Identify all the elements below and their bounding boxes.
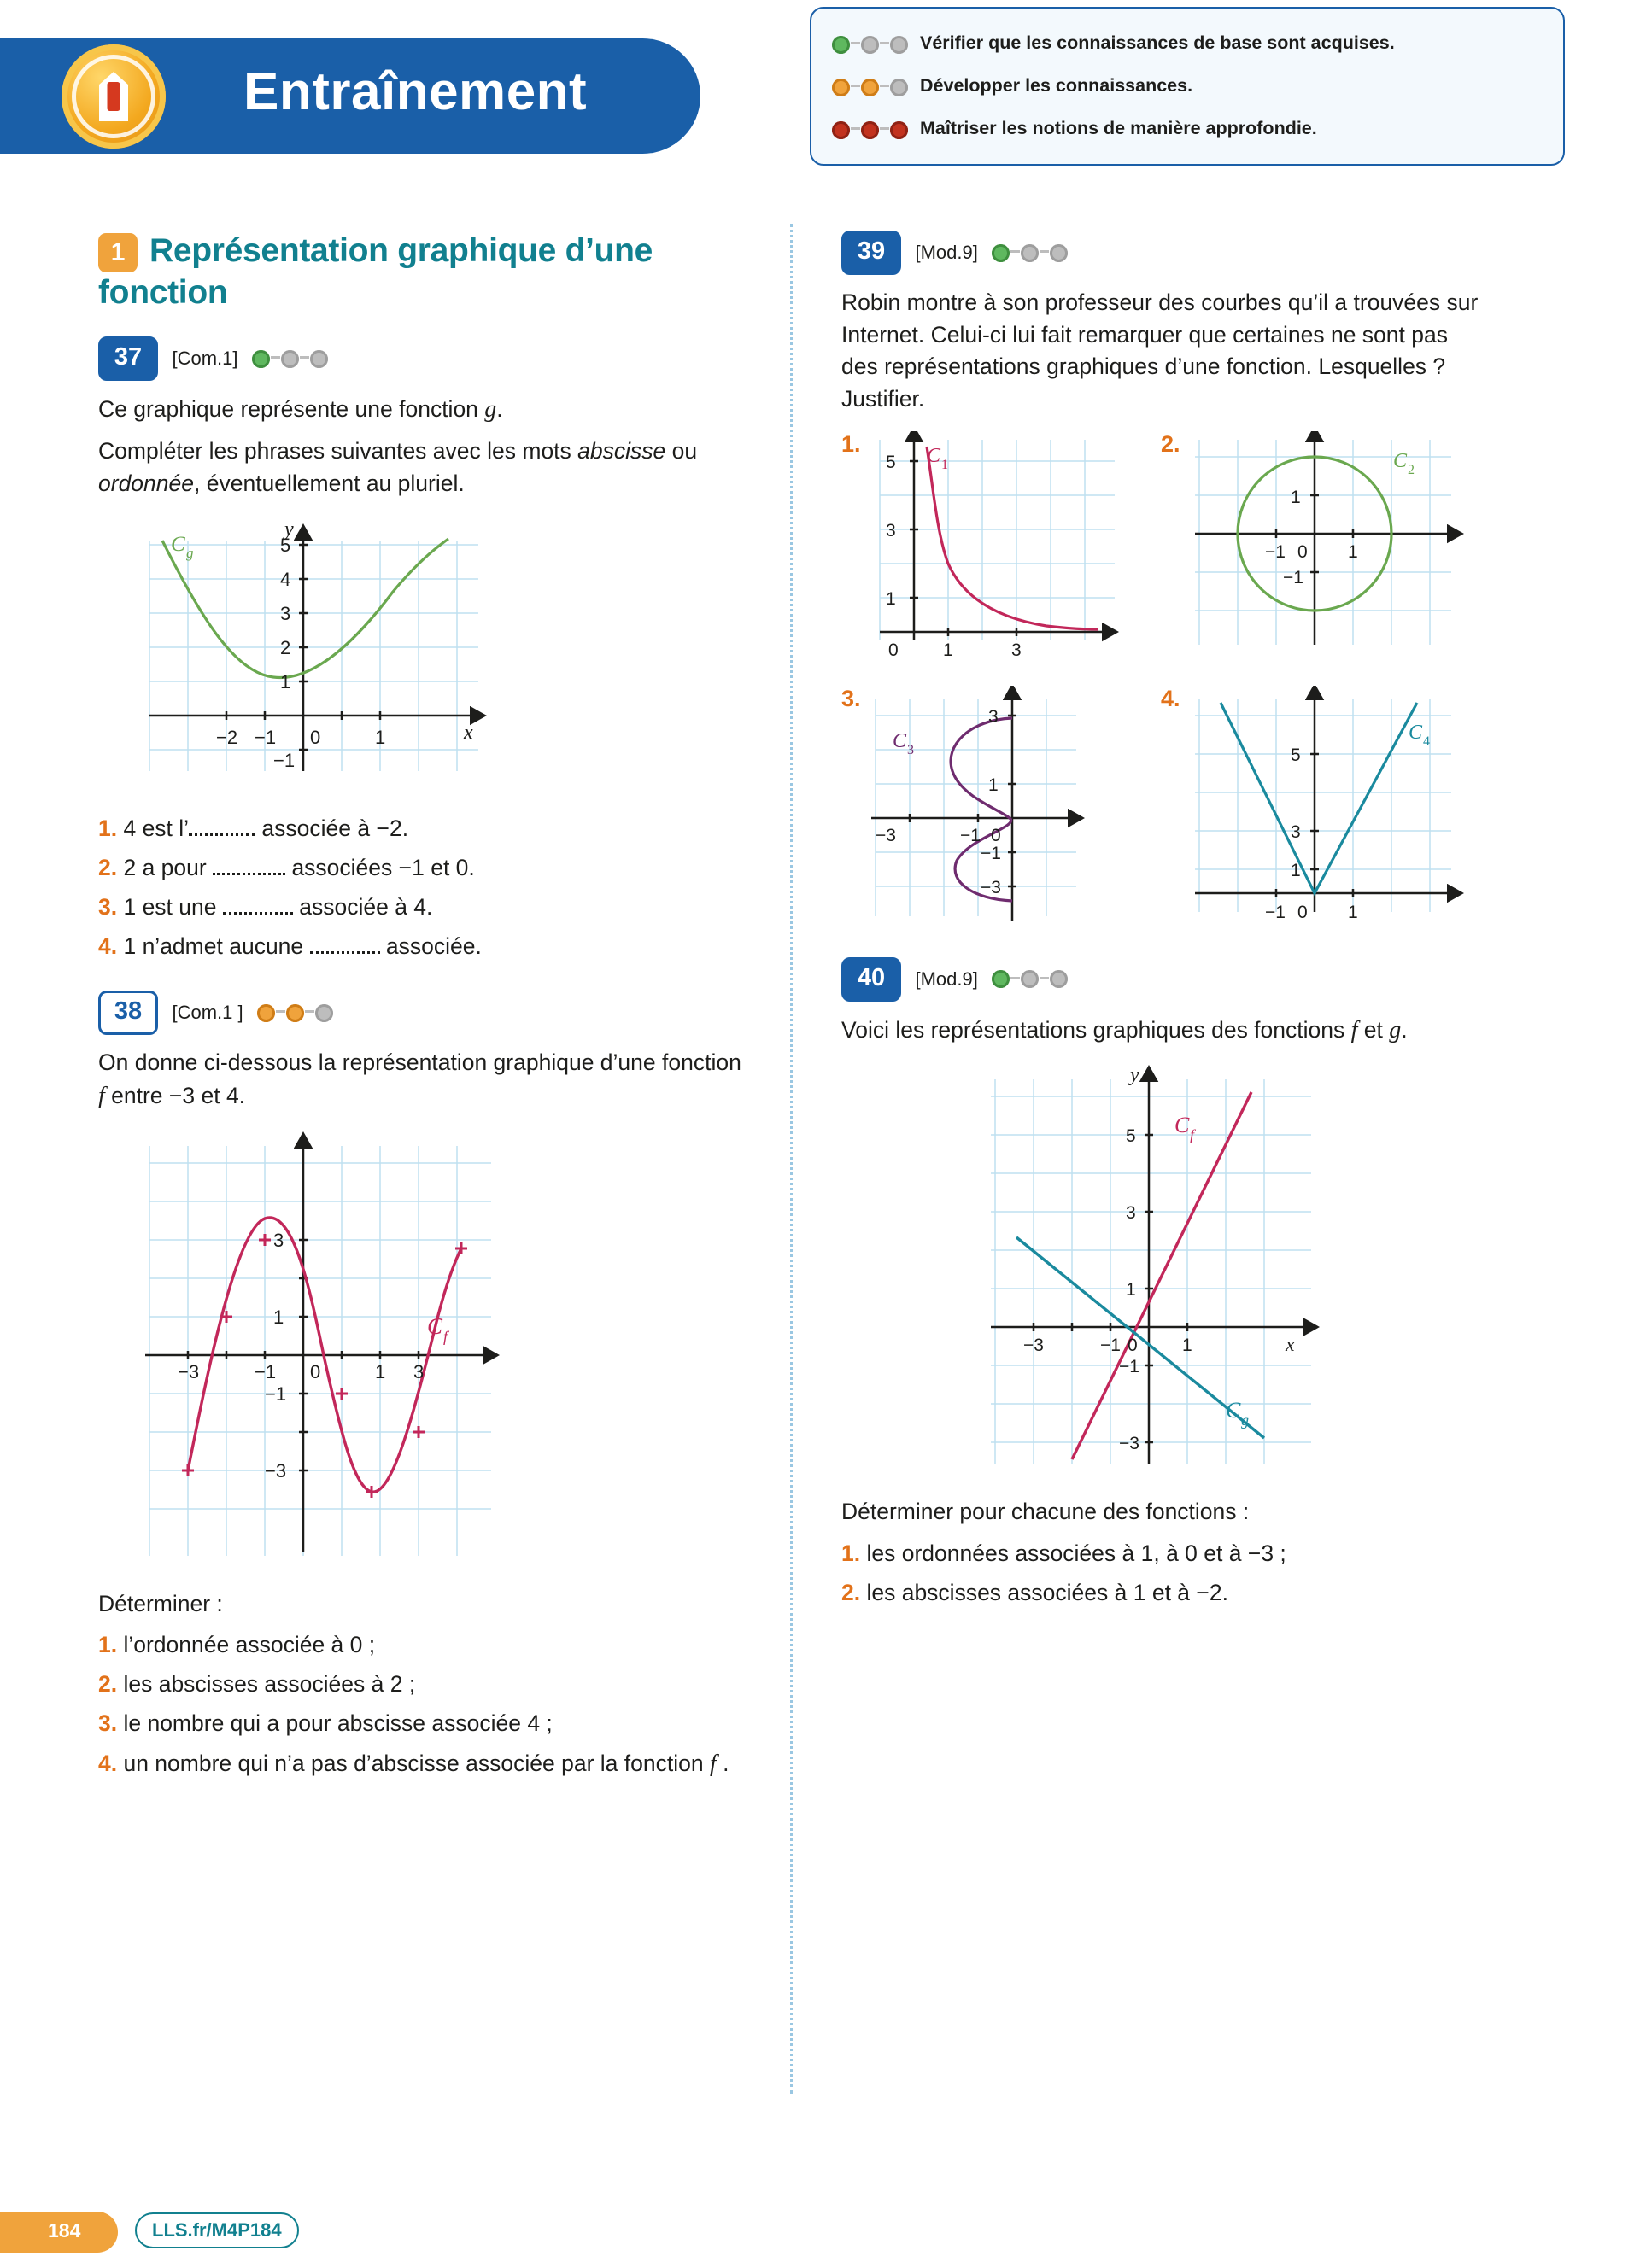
exercise-38-intro: On donne ci-dessous la représentation graphique d’une fonction f entre −3 et 4. [98, 1049, 741, 1109]
exercise-39-figure-1-label: 1. [841, 430, 861, 457]
svg-text:C: C [171, 533, 185, 557]
exercise-37-dots [252, 350, 328, 368]
exercise-39-figure-4-label: 4. [1161, 685, 1180, 711]
exercise-40-header [841, 957, 1491, 1002]
resource-code[interactable]: LLS.fr/M4P184 [135, 2212, 299, 2248]
exercise-39-figure-4 [1161, 686, 1477, 942]
svg-text:−1: −1 [1265, 902, 1286, 922]
svg-text:3: 3 [280, 603, 291, 625]
svg-text:1: 1 [1291, 487, 1301, 507]
svg-text:y: y [284, 518, 294, 541]
svg-text:0: 0 [310, 1360, 321, 1382]
svg-text:f: f [443, 1327, 448, 1345]
svg-text:C: C [1226, 1398, 1241, 1423]
svg-text:f: f [1190, 1126, 1195, 1144]
svg-text:0: 0 [310, 727, 321, 749]
svg-text:2: 2 [280, 637, 291, 659]
svg-text:−3: −3 [265, 1459, 287, 1482]
legend-dots-2 [832, 76, 908, 97]
svg-text:1: 1 [1291, 860, 1301, 880]
exercise-40-prompt: Déterminer pour chacune des fonctions : [841, 1499, 1250, 1525]
svg-text:−1: −1 [255, 727, 277, 749]
exercise-39-figure-2 [1161, 431, 1477, 670]
svg-text:g: g [186, 545, 194, 562]
svg-text:1: 1 [1348, 541, 1358, 562]
exercise-37-tag: [Com.1] [172, 348, 238, 370]
svg-text:1: 1 [941, 457, 948, 472]
exercise-37-number: 37 [98, 336, 158, 381]
exercise-38-item-2: 2. les abscisses associées à 2 ; [98, 1671, 416, 1698]
column-divider [790, 224, 793, 2094]
svg-text:−1: −1 [1119, 1357, 1139, 1377]
svg-text:1: 1 [988, 775, 999, 795]
svg-text:3: 3 [1011, 640, 1022, 660]
exercise-38-item-1: 1. l’ordonnée associée à 0 ; [98, 1632, 376, 1658]
svg-text:3: 3 [907, 742, 914, 757]
svg-text:0: 0 [1297, 902, 1308, 922]
exercise-37-item-1: 1. 4 est l’ associée à −2. [98, 815, 409, 842]
exercise-38-prompt: Déterminer : [98, 1590, 223, 1616]
exercise-40-number: 40 [841, 957, 901, 1002]
exercise-37-item-2: 2. 2 a pour associées −1 et 0. [98, 855, 475, 881]
exercise-38-header [98, 991, 747, 1035]
svg-text:−3: −3 [178, 1360, 200, 1382]
svg-text:−3: −3 [1119, 1434, 1139, 1454]
exercise-40-item-1: 1. les ordonnées associées à 1, à 0 et à −3 ; [841, 1540, 1286, 1566]
right-column [841, 231, 1491, 1615]
section-number: 1 [98, 233, 138, 272]
exercise-37-item-3: 3. 1 est une associée à 4. [98, 893, 433, 920]
svg-text:3: 3 [413, 1360, 425, 1382]
exercise-39-figures-row-2 [841, 686, 1491, 942]
svg-text:5: 5 [280, 535, 291, 557]
svg-text:−1: −1 [981, 843, 1001, 863]
svg-text:x: x [1286, 1334, 1295, 1357]
svg-text:−1: −1 [1265, 541, 1286, 562]
svg-text:3: 3 [886, 520, 896, 541]
left-column [98, 231, 747, 1787]
svg-text:4: 4 [280, 569, 291, 591]
exercise-37-header [98, 336, 747, 381]
exercise-39-figure-2-label: 2. [1161, 430, 1180, 457]
legend-row-1 [832, 32, 1395, 55]
legend-dots-3 [832, 119, 908, 140]
exercise-40-figure [969, 1062, 1491, 1481]
svg-text:0: 0 [1297, 541, 1308, 562]
svg-text:C: C [893, 729, 907, 752]
legend-dots-1 [832, 33, 908, 55]
exercise-37-item-4: 4. 1 n’admet aucune associée. [98, 932, 482, 959]
page-number: 184 [48, 2219, 81, 2242]
svg-text:2: 2 [1408, 462, 1414, 477]
exercise-39-number: 39 [841, 231, 901, 275]
svg-text:−3: −3 [981, 877, 1001, 897]
svg-text:1: 1 [1348, 902, 1358, 922]
svg-text:C: C [1393, 449, 1408, 472]
svg-text:1: 1 [943, 640, 953, 660]
svg-text:−1: −1 [273, 750, 296, 772]
exercise-39-text: Robin montre à son professeur des courbes qu’il a trouvées sur Internet. Celui-ci lui fait remarquer que certaines ne sont pas des représentations graphiques d’une fonction. Lesquelles ? Justifier. [841, 289, 1479, 412]
svg-text:−1: −1 [265, 1382, 287, 1405]
svg-text:g: g [1241, 1412, 1249, 1429]
exercise-39-figure-3 [841, 686, 1149, 942]
exercise-40-dots [992, 970, 1068, 988]
exercise-39-header [841, 231, 1491, 275]
svg-text:C: C [427, 1312, 443, 1339]
exercise-38-dots [257, 1004, 333, 1022]
exercise-38-tag: [Com.1 ] [172, 1002, 243, 1024]
svg-text:x: x [464, 722, 473, 745]
svg-text:−2: −2 [216, 727, 238, 749]
exercise-39-figures-row-1 [841, 431, 1491, 670]
exercise-38-item-4: 4. un nombre qui n’a pas d’abscisse associée par la fonction f . [98, 1750, 729, 1777]
svg-text:−1: −1 [960, 825, 981, 845]
svg-text:4: 4 [1423, 734, 1430, 749]
exercise-38-figure [98, 1129, 747, 1573]
svg-text:1: 1 [886, 588, 896, 609]
legend-text-2: Développer les connaissances. [920, 75, 1193, 96]
svg-text:0: 0 [888, 640, 899, 660]
svg-text:5: 5 [1291, 745, 1301, 765]
exercise-40-tag: [Mod.9] [915, 967, 978, 990]
svg-text:−1: −1 [255, 1360, 277, 1382]
exercise-39-figure-1 [841, 431, 1149, 670]
svg-text:C: C [927, 444, 941, 467]
svg-text:−3: −3 [1023, 1336, 1044, 1356]
exercise-39-tag: [Mod.9] [915, 242, 978, 263]
exercise-40-item-2: 2. les abscisses associées à 1 et à −2. [841, 1579, 1228, 1605]
svg-text:1: 1 [280, 671, 291, 693]
svg-text:3: 3 [273, 1229, 284, 1251]
svg-text:3: 3 [1291, 821, 1301, 842]
page-footer [0, 2205, 1640, 2268]
svg-text:1: 1 [375, 1360, 386, 1382]
page-title: Entraînement [243, 62, 588, 121]
exercise-39-figure-3-label: 3. [841, 685, 861, 711]
svg-text:3: 3 [1126, 1203, 1136, 1224]
svg-text:5: 5 [886, 452, 896, 472]
page-header [0, 0, 1640, 184]
svg-text:1: 1 [273, 1306, 284, 1328]
svg-text:y: y [1130, 1064, 1139, 1087]
section-title-text: Représentation graphique d’une fonction [98, 232, 653, 311]
svg-text:−1: −1 [1283, 567, 1303, 587]
legend-text-3: Maîtriser les notions de manière approfondie. [920, 118, 1317, 138]
legend-text-1: Vérifier que les connaissances de base sont acquises. [920, 32, 1395, 53]
svg-text:C: C [1409, 721, 1423, 744]
svg-text:C: C [1174, 1113, 1190, 1138]
svg-text:1: 1 [375, 727, 386, 749]
svg-text:5: 5 [1126, 1126, 1136, 1147]
medal-pen-icon [62, 44, 166, 149]
section-heading [98, 231, 747, 313]
svg-text:3: 3 [988, 706, 999, 727]
legend-row-3 [832, 118, 1317, 140]
legend-box [810, 7, 1565, 166]
svg-text:0: 0 [991, 825, 1001, 845]
exercise-39-dots [992, 244, 1068, 262]
exercise-38-number: 38 [98, 991, 158, 1035]
exercise-38-item-3: 3. le nombre qui a pour abscisse associée 4 ; [98, 1710, 553, 1736]
svg-text:1: 1 [1126, 1280, 1136, 1301]
svg-text:−3: −3 [876, 825, 896, 845]
svg-text:−1: −1 [1100, 1336, 1121, 1356]
exercise-37-figure [98, 515, 747, 797]
legend-row-2 [832, 75, 1192, 97]
exercise-37-intro-2: Compléter les phrases suivantes avec les mots abscisse ou ordonnée, éventuellement au pluriel. [98, 438, 698, 496]
exercise-37-intro-1: Ce graphique représente une fonction g. [98, 396, 503, 424]
svg-text:1: 1 [1182, 1336, 1192, 1356]
exercise-40-intro: Voici les représentations graphiques des fonctions f et g. [841, 1016, 1408, 1043]
svg-text:0: 0 [1128, 1336, 1138, 1356]
